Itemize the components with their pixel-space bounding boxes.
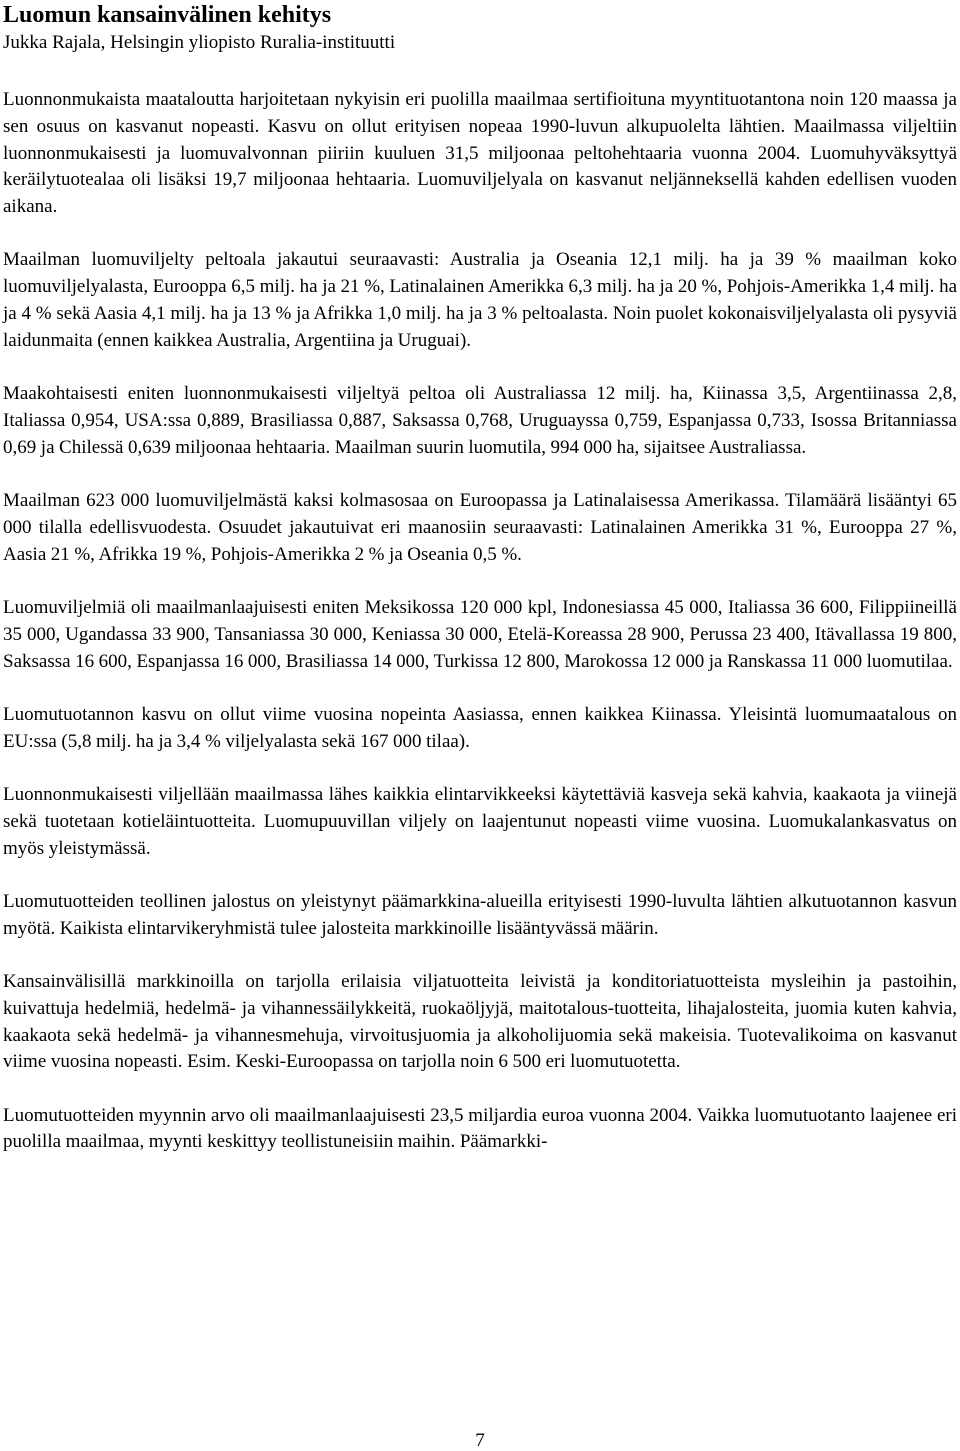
paragraph-3: Maakohtaisesti eniten luonnonmukaisesti viljeltyä peltoa oli Australiassa 12 milj. ha, Kiinassa 3,5, Argentiinassa 2,8, Italiassa 0,954, USA:ssa 0,889, Brasiliassa 0,887, Saksassa 0,768, Uruguayssa 0,759, Espanjassa 0,733, Isossa Britanniassa 0,69 ja Chilessä 0,639 miljoonaa hehtaaria. Maailman suurin luomutila, 994 000 ha, sijaitsee Australiassa. (3, 383, 957, 458)
paragraph-7: Luonnonmukaisesti viljellään maailmassa lähes kaikkia elintarvikkeeksi käytettäviä kasveja sekä kahvia, kaakaota ja viinejä sekä tuotetaan kotieläintuotteita. Luomupuuvillan viljely on laajentunut nopeasti viime vuosina. Luomukalankasvatus on myös yleistymässä. (3, 783, 957, 859)
document-title: Luomun kansainvälinen kehitys (3, 2, 332, 28)
author-line: Jukka Rajala, Helsingin yliopisto Ruralia-instituutti (3, 32, 396, 53)
page-number: 7 (475, 1430, 485, 1451)
paragraph-2: Maailman luomuviljelty peltoala jakautui seuraavasti: Australia ja Oseania 12,1 milj. ha ja 39 % maailman koko luomuviljelyalasta, Eurooppa 6,5 milj. ha ja 21 %, Latinalainen Amerikka 6,3 milj. ha ja 20 %, Pohjois-Amerikka 1,4 milj. ha ja 4 % sekä Aasia 4,1 milj. ha ja 13 % ja Afrikka 1,0 milj. ha ja 3 % peltoalasta. Noin puolet kokonaisviljelyalasta oli pysyviä laidunmaita (ennen kaikkea Australia, Argentiina ja Uruguai). (3, 249, 957, 351)
paragraph-5: Luomuviljelmiä oli maailmanlaajuisesti eniten Meksikossa 120 000 kpl, Indonesiassa 45 000, Italiassa 36 600, Filippiineillä 35 000, Ugandassa 33 900, Tansaniassa 30 000, Keniassa 30 000, Etelä-Koreassa 28 900, Perussa 23 400, Itävallassa 19 800, Saksassa 16 600, Espanjassa 16 000, Brasiliassa 14 000, Turkissa 12 800, Marokossa 12 000 ja Ranskassa 11 000 luomutilaa. (3, 596, 957, 672)
paragraph-10: Luomutuotteiden myynnin arvo oli maailmanlaajuisesti 23,5 miljardia euroa vuonna 2004. Vaikka luomutuotanto laajenee eri puolilla maailmaa, myynti keskittyy teollistuneisiin maihin. Päämarkki- (3, 1104, 957, 1153)
paragraph-9: Kansainvälisillä markkinoilla on tarjolla erilaisia viljatuotteita leivistä ja konditoriatuotteista mysleihin ja pastoihin, kuivattuja hedelmiä, hedelmä- ja vihannessäilykkeitä, ruokaöljyjä, maitotalous-tuotteita, lihajalosteita, juomia kuten kahvia, kaakaota sekä hedelmä- ja vihannesmehuja, virvoitusjuomia ja alkoholijuomia sekä makeisia. Tuotevalikoima on kasvanut viime vuosina nopeasti. Esim. Keski-Euroopassa on tarjolla noin 6 500 eri luomutuotetta. (3, 970, 957, 1073)
paragraph-6: Luomutuotannon kasvu on ollut viime vuosina nopeinta Aasiassa, ennen kaikkea Kiinassa. Yleisintä luomumaatalous on EU:ssa (5,8 milj. ha ja 3,4 % viljelyalasta sekä 167 000 tilaa). (3, 703, 957, 752)
paragraph-1: Luonnonmukaista maataloutta harjoitetaan nykyisin eri puolilla maailmaa sertifioituna myyntituotantona noin 120 maassa ja sen osuus on kasvanut nopeasti. Kasvu on ollut erityisen nopeaa 1990-luvun alkupuolelta lähtien. Maailmassa viljeltiin luonnonmukaisesti ja luomuvalvonnan piiriin kuuluen 31,5 miljoonaa peltohehtaaria vuonna 2004. Luomuhyväksyttyä keräilytuotealaa oli lisäksi 19,7 miljoonaa hehtaaria. Luomuviljelyala on kasvanut neljänneksellä kahden edellisen vuoden aikana. (3, 89, 957, 218)
paragraph-8: Luomutuotteiden teollinen jalostus on yleistynyt päämarkkina-alueilla erityisesti 1990-luvulta lähtien alkutuotannon kasvun myötä. Kaikista elintarvikeryhmistä tulee jalosteita markkinoille lisääntyvässä määrin. (3, 890, 957, 939)
document-page (3, 0, 957, 1156)
paragraph-4: Maailman 623 000 luomuviljelmästä kaksi kolmasosaa on Euroopassa ja Latinalaisessa Amerikassa. Tilamäärä lisääntyi 65 000 tilalla edellisvuodesta. Osuudet jakautuivat eri maanosiin seuraavasti: Latinalainen Amerikka 31 %, Eurooppa 27 %, Aasia 21 %, Afrikka 19 %, Pohjois-Amerikka 2 % ja Oseania 0,5 %. (3, 490, 957, 565)
